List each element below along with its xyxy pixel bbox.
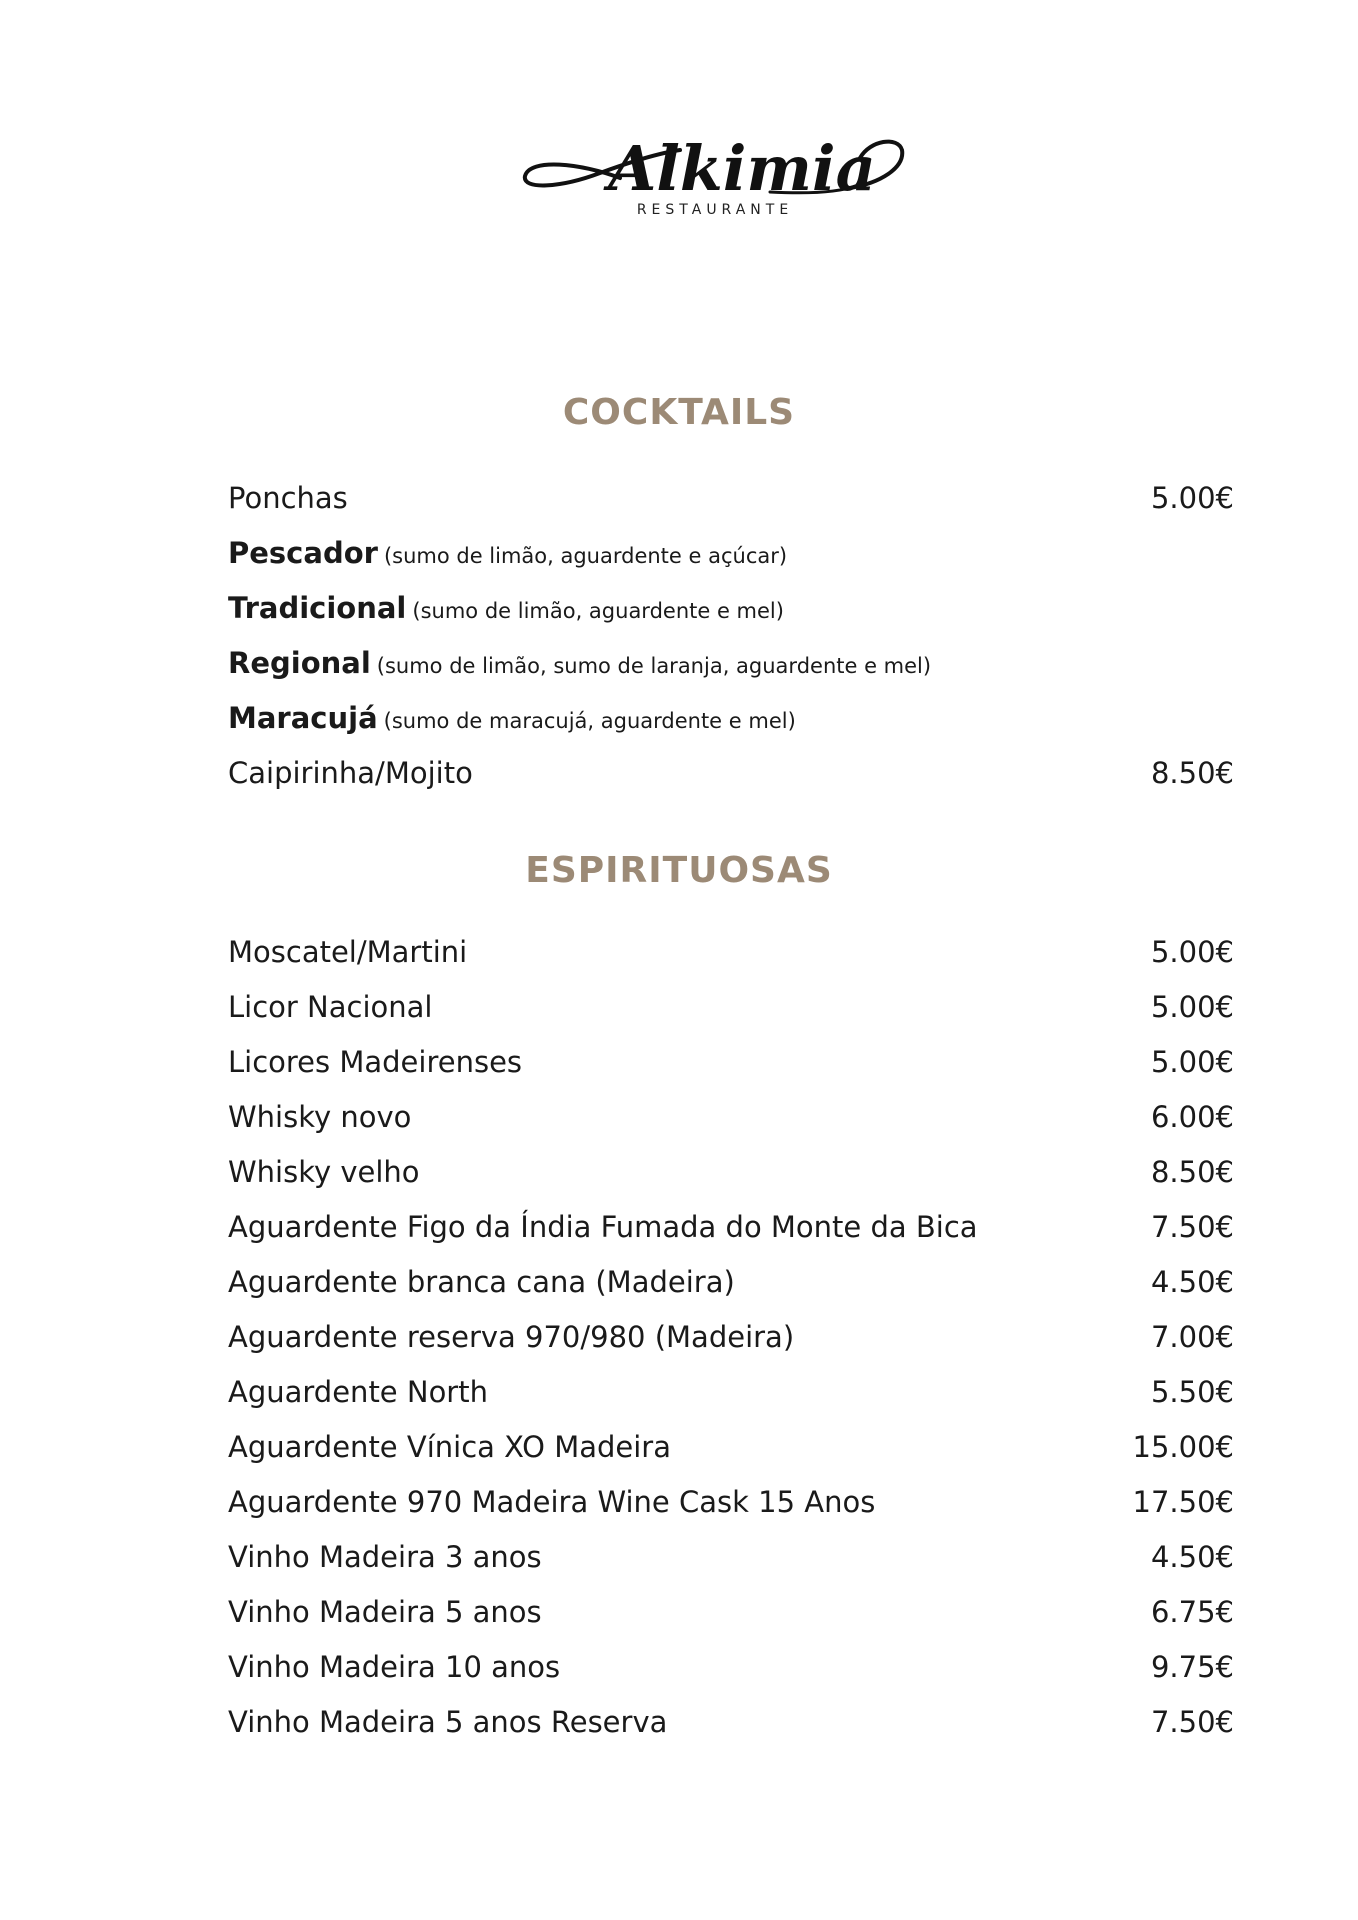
menu-item xyxy=(228,1700,1234,1744)
menu-item xyxy=(228,641,1234,685)
item-name: Vinho Madeira 10 anos xyxy=(228,1650,561,1684)
restaurant-logo xyxy=(520,128,910,228)
item-name: Licor Nacional xyxy=(228,990,433,1024)
item-name: Caipirinha/Mojito xyxy=(228,756,473,790)
item-price: 8.50€ xyxy=(1150,756,1234,790)
item-price: 4.50€ xyxy=(1150,1540,1234,1574)
menu-item xyxy=(228,1040,1234,1084)
svg-text:Alkimia: Alkimia xyxy=(608,132,876,205)
item-price: 5.00€ xyxy=(1150,1045,1234,1079)
section-title-cocktails: COCKTAILS xyxy=(562,392,796,433)
item-price: 15.00€ xyxy=(1132,1430,1234,1464)
item-name: Licores Madeirenses xyxy=(228,1045,523,1079)
item-price: 8.50€ xyxy=(1150,1155,1234,1189)
item-name: Whisky novo xyxy=(228,1100,412,1134)
menu-item xyxy=(228,1260,1234,1304)
menu-item xyxy=(228,1645,1234,1689)
item-price: 6.75€ xyxy=(1150,1595,1234,1629)
menu-item xyxy=(228,1590,1234,1634)
menu-item xyxy=(228,1150,1234,1194)
item-description: (sumo de maracujá, aguardente e mel) xyxy=(383,709,796,733)
menu-item xyxy=(228,1425,1234,1469)
item-name: Regional (sumo de limão, sumo de laranja, aguardente e mel) xyxy=(228,646,932,680)
menu-item xyxy=(228,1095,1234,1139)
item-name: Aguardente 970 Madeira Wine Cask 15 Anos xyxy=(228,1485,876,1519)
item-price: 5.00€ xyxy=(1150,990,1234,1024)
item-price: 17.50€ xyxy=(1132,1485,1234,1519)
item-name: Aguardente branca cana (Madeira) xyxy=(228,1265,735,1299)
menu-item xyxy=(228,985,1234,1029)
item-price: 7.50€ xyxy=(1150,1210,1234,1244)
item-name: Whisky velho xyxy=(228,1155,420,1189)
item-price: 7.00€ xyxy=(1150,1320,1234,1354)
item-name: Moscatel/Martini xyxy=(228,935,468,969)
item-name: Ponchas xyxy=(228,481,348,515)
menu-item xyxy=(228,531,1234,575)
alkimia-logo-icon xyxy=(520,128,910,208)
item-name: Vinho Madeira 5 anos Reserva xyxy=(228,1705,668,1739)
menu-item xyxy=(228,586,1234,630)
item-price: 5.50€ xyxy=(1150,1375,1234,1409)
menu-item xyxy=(228,930,1234,974)
item-price: 7.50€ xyxy=(1150,1705,1234,1739)
menu-item xyxy=(228,751,1234,795)
menu-item xyxy=(228,1205,1234,1249)
item-name: Aguardente Figo da Índia Fumada do Monte da Bica xyxy=(228,1210,978,1244)
section-title-espirituosas: ESPIRITUOSAS xyxy=(525,850,833,891)
menu-item xyxy=(228,1370,1234,1414)
item-name: Tradicional (sumo de limão, aguardente e mel) xyxy=(228,591,784,625)
item-description: (sumo de limão, aguardente e mel) xyxy=(412,599,784,623)
item-name: Aguardente Vínica XO Madeira xyxy=(228,1430,671,1464)
item-description: (sumo de limão, sumo de laranja, aguardente e mel) xyxy=(376,654,932,678)
item-name: Vinho Madeira 5 anos xyxy=(228,1595,542,1629)
item-name: Pescador (sumo de limão, aguardente e açúcar) xyxy=(228,536,788,570)
item-name: Vinho Madeira 3 anos xyxy=(228,1540,542,1574)
item-price: 9.75€ xyxy=(1150,1650,1234,1684)
menu-item xyxy=(228,1315,1234,1359)
item-price: 5.00€ xyxy=(1150,481,1234,515)
menu-item xyxy=(228,696,1234,740)
menu-item xyxy=(228,476,1234,520)
menu-item xyxy=(228,1480,1234,1524)
item-name: Maracujá (sumo de maracujá, aguardente e mel) xyxy=(228,701,796,735)
item-price: 5.00€ xyxy=(1150,935,1234,969)
item-description: (sumo de limão, aguardente e açúcar) xyxy=(383,544,788,568)
menu-item xyxy=(228,1535,1234,1579)
item-name: Aguardente reserva 970/980 (Madeira) xyxy=(228,1320,795,1354)
item-price: 6.00€ xyxy=(1150,1100,1234,1134)
logo-subtitle: RESTAURANTE xyxy=(636,202,794,218)
item-name: Aguardente North xyxy=(228,1375,488,1409)
item-price: 4.50€ xyxy=(1150,1265,1234,1299)
